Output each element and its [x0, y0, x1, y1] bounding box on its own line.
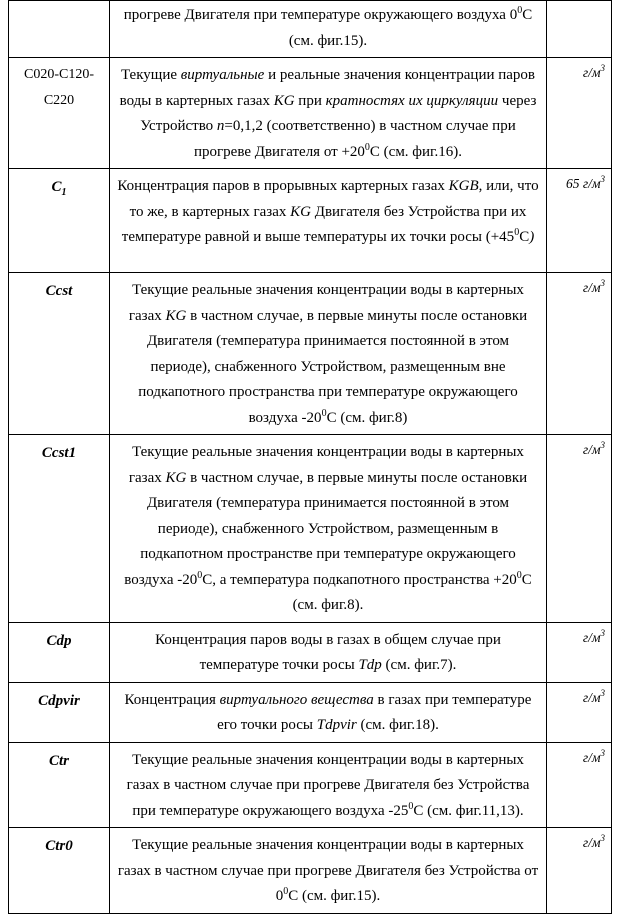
unit-text: г/м [582, 835, 601, 850]
unit-superscript: 3 [600, 278, 605, 288]
text-run: в газах при температуре его точки росы [217, 691, 532, 733]
unit-superscript: 3 [600, 627, 605, 638]
description-text [110, 828, 546, 913]
italic-text: ) [529, 229, 535, 245]
symbol-text: C [51, 179, 62, 195]
unit-superscript: 3 [600, 833, 605, 843]
italic-text: кратностях их циркуляции [325, 92, 499, 109]
text-run: Текущие реальные значения концентрации воды в картерных газах [128, 444, 524, 486]
text-run: С, а температура подкапотного пространства +20 [202, 571, 517, 588]
unit-text: г/м [582, 65, 601, 80]
table-row [9, 742, 612, 828]
table-row [9, 435, 612, 623]
table-row [9, 58, 612, 169]
unit-cell [547, 273, 612, 435]
text-run: С (см. фиг.8). [292, 571, 532, 613]
symbol-cell: Ccst [9, 273, 110, 435]
text-run: (см. фиг.15). [288, 32, 368, 49]
text-run: С (см. фиг.11,13). [413, 802, 524, 819]
symbol-cell: Cdp [9, 622, 110, 682]
unit-cell [547, 682, 612, 742]
text-run: Текущие реальные значения концентрации воды в картерных газах [128, 282, 524, 324]
description-cell [110, 828, 547, 914]
superscript-text: 0 [283, 886, 289, 897]
text-run: прогреве Двигателя при температуре окружающего воздуха [123, 7, 510, 23]
text-run: в частном случае, в первые минуты после остановки Двигателя (температура принимается постоянной в этом периоде), снабженного Устройством, размещенным вне подкапотного пространства при температуре окружающего воздуха -20 [138, 307, 528, 426]
italic-text: виртуальные [180, 67, 265, 83]
document-page [8, 0, 611, 914]
description-cell [110, 622, 547, 682]
description-text [110, 273, 546, 434]
unit-superscript: 3 [600, 174, 605, 184]
symbol-cell [9, 1, 110, 58]
text-run: и реальные значения концентрации паров воды в картерных газах [119, 67, 536, 109]
superscript-text: 0 [516, 569, 522, 581]
unit-text: г/м [582, 629, 601, 645]
italic-text: KG [290, 203, 311, 220]
italic-text: Tdpvir [316, 717, 357, 733]
text-run: в частном случае, в первые минуты после остановки Двигателя (температура принимается постоянной в этом периоде), снабженного Устройством, размещенным в подкапотном пространстве при температуре окружающего воздуха -20 [124, 469, 528, 588]
unit-cell [547, 622, 612, 682]
unit-cell [547, 169, 612, 273]
description-text [110, 58, 546, 168]
table-row [9, 622, 612, 682]
italic-text: n [216, 118, 225, 134]
description-text [110, 169, 546, 254]
italic-text: KG [165, 307, 187, 324]
text-run: (см. фиг.18). [356, 717, 439, 733]
superscript-text: 0 [517, 5, 523, 16]
definitions-table [8, 0, 612, 914]
text-run: 0 [509, 7, 518, 23]
text-run: C [519, 229, 530, 245]
text-run: Концентрация [124, 691, 220, 708]
text-run: через Устройство [140, 92, 537, 134]
unit-superscript: 3 [600, 63, 605, 73]
description-text [110, 435, 546, 622]
table-row [9, 273, 612, 435]
superscript-text: 0 [408, 800, 414, 812]
text-run: С (см. фиг.8) [326, 409, 408, 426]
unit-cell [547, 828, 612, 914]
symbol-cell: Ccst1 [9, 435, 110, 623]
text-run: Текущие реальные значения концентрации воды в картерных газах в частном случае при прогреве Двигателя без Устройства при температуре окружающего воздуха -25 [126, 751, 530, 819]
description-cell [110, 58, 547, 169]
italic-text: виртуального вещества [219, 691, 374, 708]
symbol-cell: Ctr0 [9, 828, 110, 914]
table-row [9, 828, 612, 914]
superscript-text: 0 [321, 407, 327, 419]
description-text [110, 743, 546, 828]
unit-text: г/м [582, 442, 601, 457]
text-run: Двигателя без Устройства при их температуре равной и выше температуры их точки росы (+45 [121, 203, 527, 245]
unit-superscript: 3 [600, 440, 605, 450]
description-cell [110, 435, 547, 623]
table-row [9, 682, 612, 742]
text-run: при [294, 92, 326, 109]
unit-text: г/м [582, 689, 601, 705]
unit-text: г/м [582, 749, 601, 765]
superscript-text: 0 [514, 227, 520, 238]
unit-cell [547, 742, 612, 828]
unit-cell [547, 1, 612, 58]
text-run: С [522, 7, 533, 23]
text-run: Текущие реальные значения концентрации воды в картерных газах в частном случае при прогреве Двигателя без Устройства от 0 [117, 837, 539, 904]
symbol-cell: C020-C120-C220 [9, 58, 110, 169]
unit-cell [547, 435, 612, 623]
italic-text: KGB [448, 178, 479, 194]
unit-cell [547, 58, 612, 169]
unit-text: г/м [582, 280, 601, 295]
text-run: Концентрация паров в прорывных картерных газах [117, 178, 449, 194]
table-row [9, 169, 612, 273]
description-cell [110, 682, 547, 742]
text-run: , или, что то же, в картерных газах [129, 178, 539, 220]
description-cell [110, 1, 547, 58]
italic-text: KG [273, 92, 295, 109]
text-run: (см. фиг.7). [381, 657, 457, 673]
text-run: С (см. фиг.16). [369, 143, 463, 160]
table-row [9, 1, 612, 58]
symbol-cell [9, 169, 110, 273]
description-cell [110, 273, 547, 435]
description-text [110, 1, 546, 57]
italic-text: Tdp [358, 657, 382, 673]
symbol-subscript: 1 [61, 187, 67, 198]
description-text [110, 623, 546, 682]
superscript-text: 0 [197, 569, 203, 581]
italic-text: KG [165, 469, 187, 486]
description-cell [110, 742, 547, 828]
text-run: Текущие [120, 67, 181, 83]
unit-text: 65 г/м [565, 176, 601, 191]
description-cell [110, 169, 547, 273]
superscript-text: 0 [364, 141, 370, 153]
unit-superscript: 3 [600, 687, 605, 698]
unit-superscript: 3 [600, 747, 605, 758]
text-run: С (см. фиг.15). [288, 888, 381, 904]
text-run: =0,1,2 (соответственно) в частном случае при прогреве Двигателя от +20 [193, 118, 516, 160]
symbol-cell: Cdpvir [9, 682, 110, 742]
description-text [110, 683, 546, 742]
text-run: Концентрация паров воды в газах в общем случае при температуре точки росы [155, 631, 501, 673]
symbol-cell: Ctr [9, 742, 110, 828]
